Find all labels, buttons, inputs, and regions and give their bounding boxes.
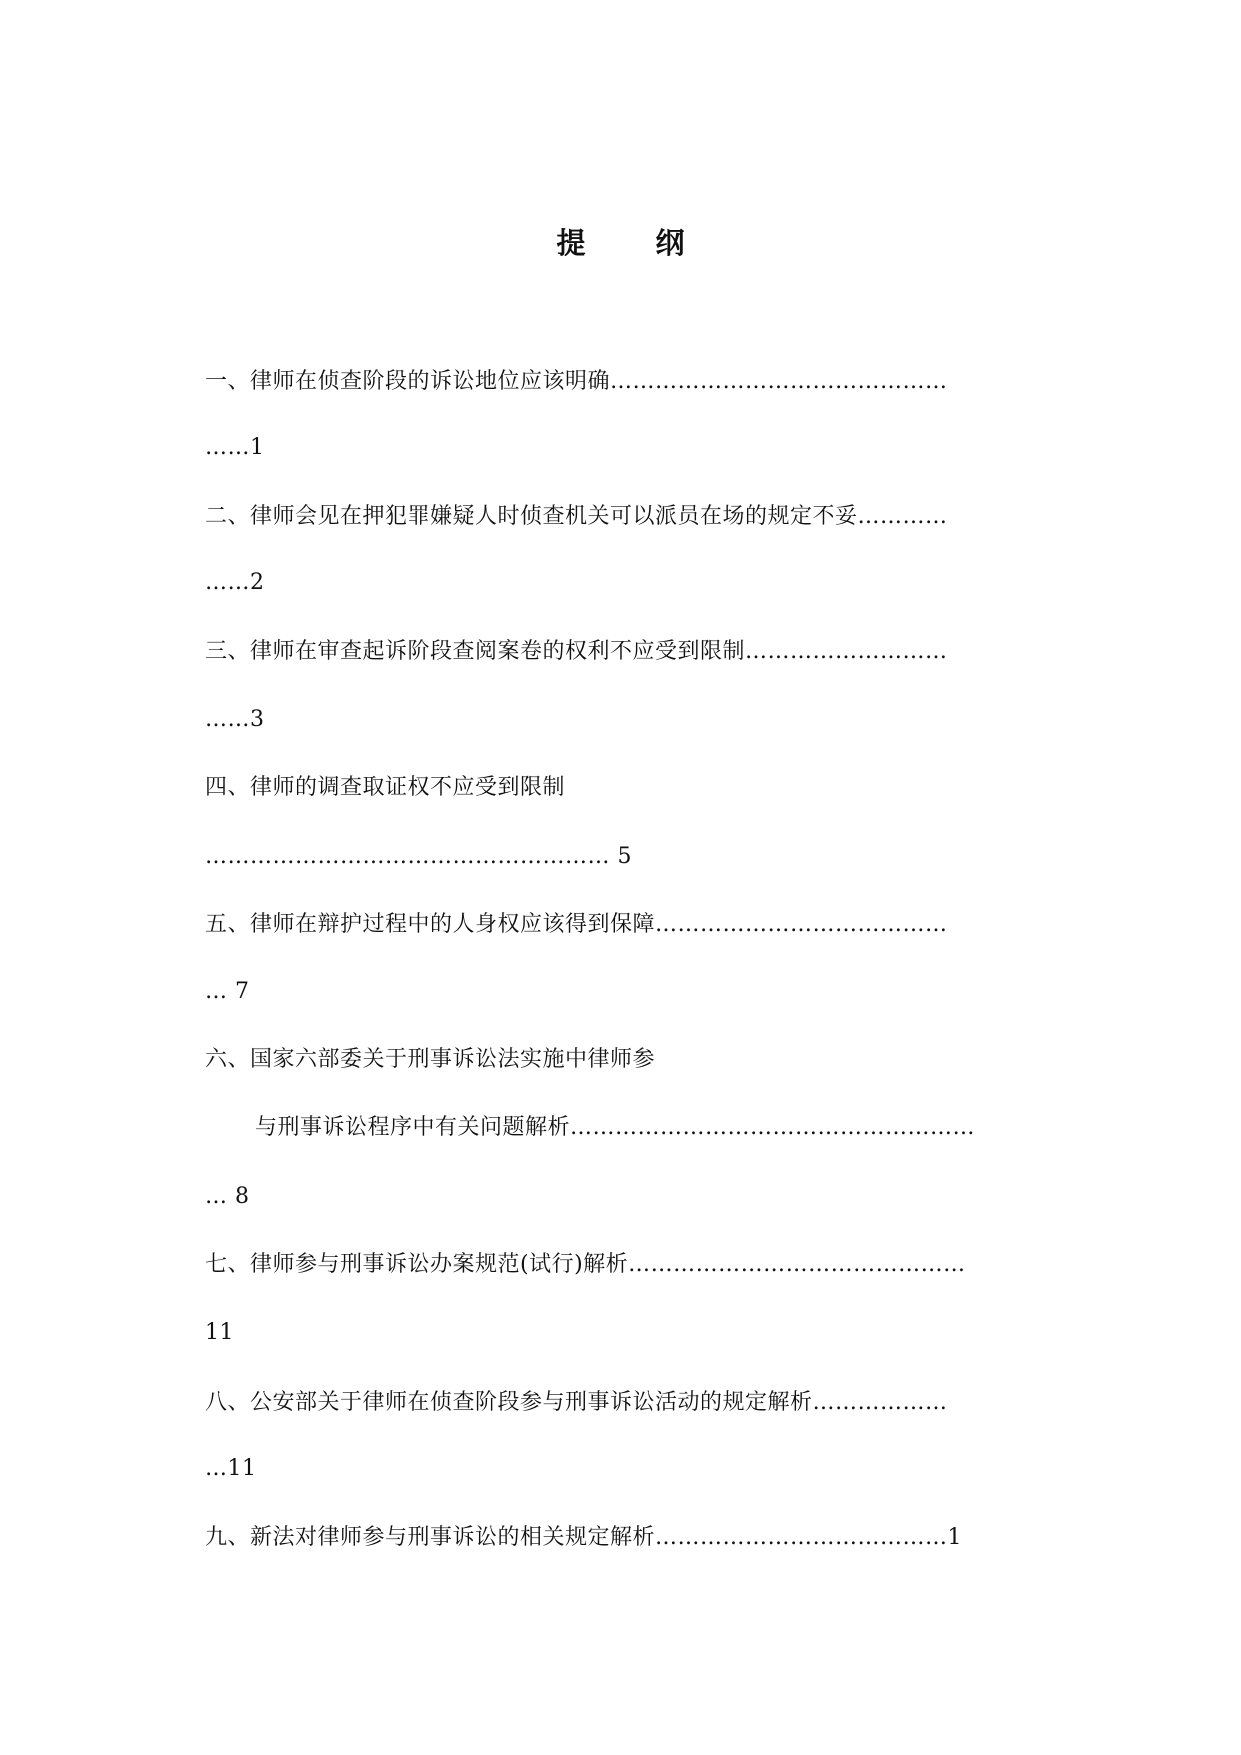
toc-entry-6-text-continued: 与刑事诉讼程序中有关问题解析……………………………………………… — [255, 1115, 976, 1140]
toc-entry-7-text: 七、律师参与刑事诉讼办案规范(试行)解析……………………………………… — [205, 1252, 966, 1277]
toc-entry-5-text: 五、律师在辩护过程中的人身权应该得到保障………………………………… — [205, 912, 948, 937]
toc-entry-1-page: ……1 — [205, 435, 265, 460]
toc-entry-3-text: 三、律师在审查起诉阶段查阅案卷的权利不应受到限制……………………… — [205, 639, 948, 664]
toc-entry-3-page: ……3 — [205, 707, 265, 732]
toc-entry-6-page: … 8 — [205, 1184, 250, 1209]
toc-entry-2-page: ……2 — [205, 570, 265, 595]
toc-entry-4-page: ……………………………………………… 5 — [205, 844, 632, 869]
toc-entry-5-page: … 7 — [205, 979, 250, 1004]
toc-entry-6-text: 六、国家六部委关于刑事诉讼法实施中律师参 — [205, 1047, 656, 1072]
toc-entry-4-text: 四、律师的调查取证权不应受到限制 — [205, 775, 566, 800]
toc-entry-2-text: 二、律师会见在押犯罪嫌疑人时侦查机关可以派员在场的规定不妥………… — [205, 504, 948, 529]
toc-entry-9-text: 九、新法对律师参与刑事诉讼的相关规定解析…………………………………1 — [205, 1525, 962, 1550]
toc-entry-8-page: …11 — [205, 1456, 257, 1481]
toc-entry-8-text: 八、公安部关于律师在侦查阶段参与刑事诉讼活动的规定解析……………… — [205, 1390, 948, 1415]
toc-entry-1-text: 一、律师在侦查阶段的诉讼地位应该明确……………………………………… — [205, 369, 948, 394]
page-title: 提 纲 — [556, 226, 715, 260]
toc-entry-7-page: 11 — [205, 1320, 234, 1345]
